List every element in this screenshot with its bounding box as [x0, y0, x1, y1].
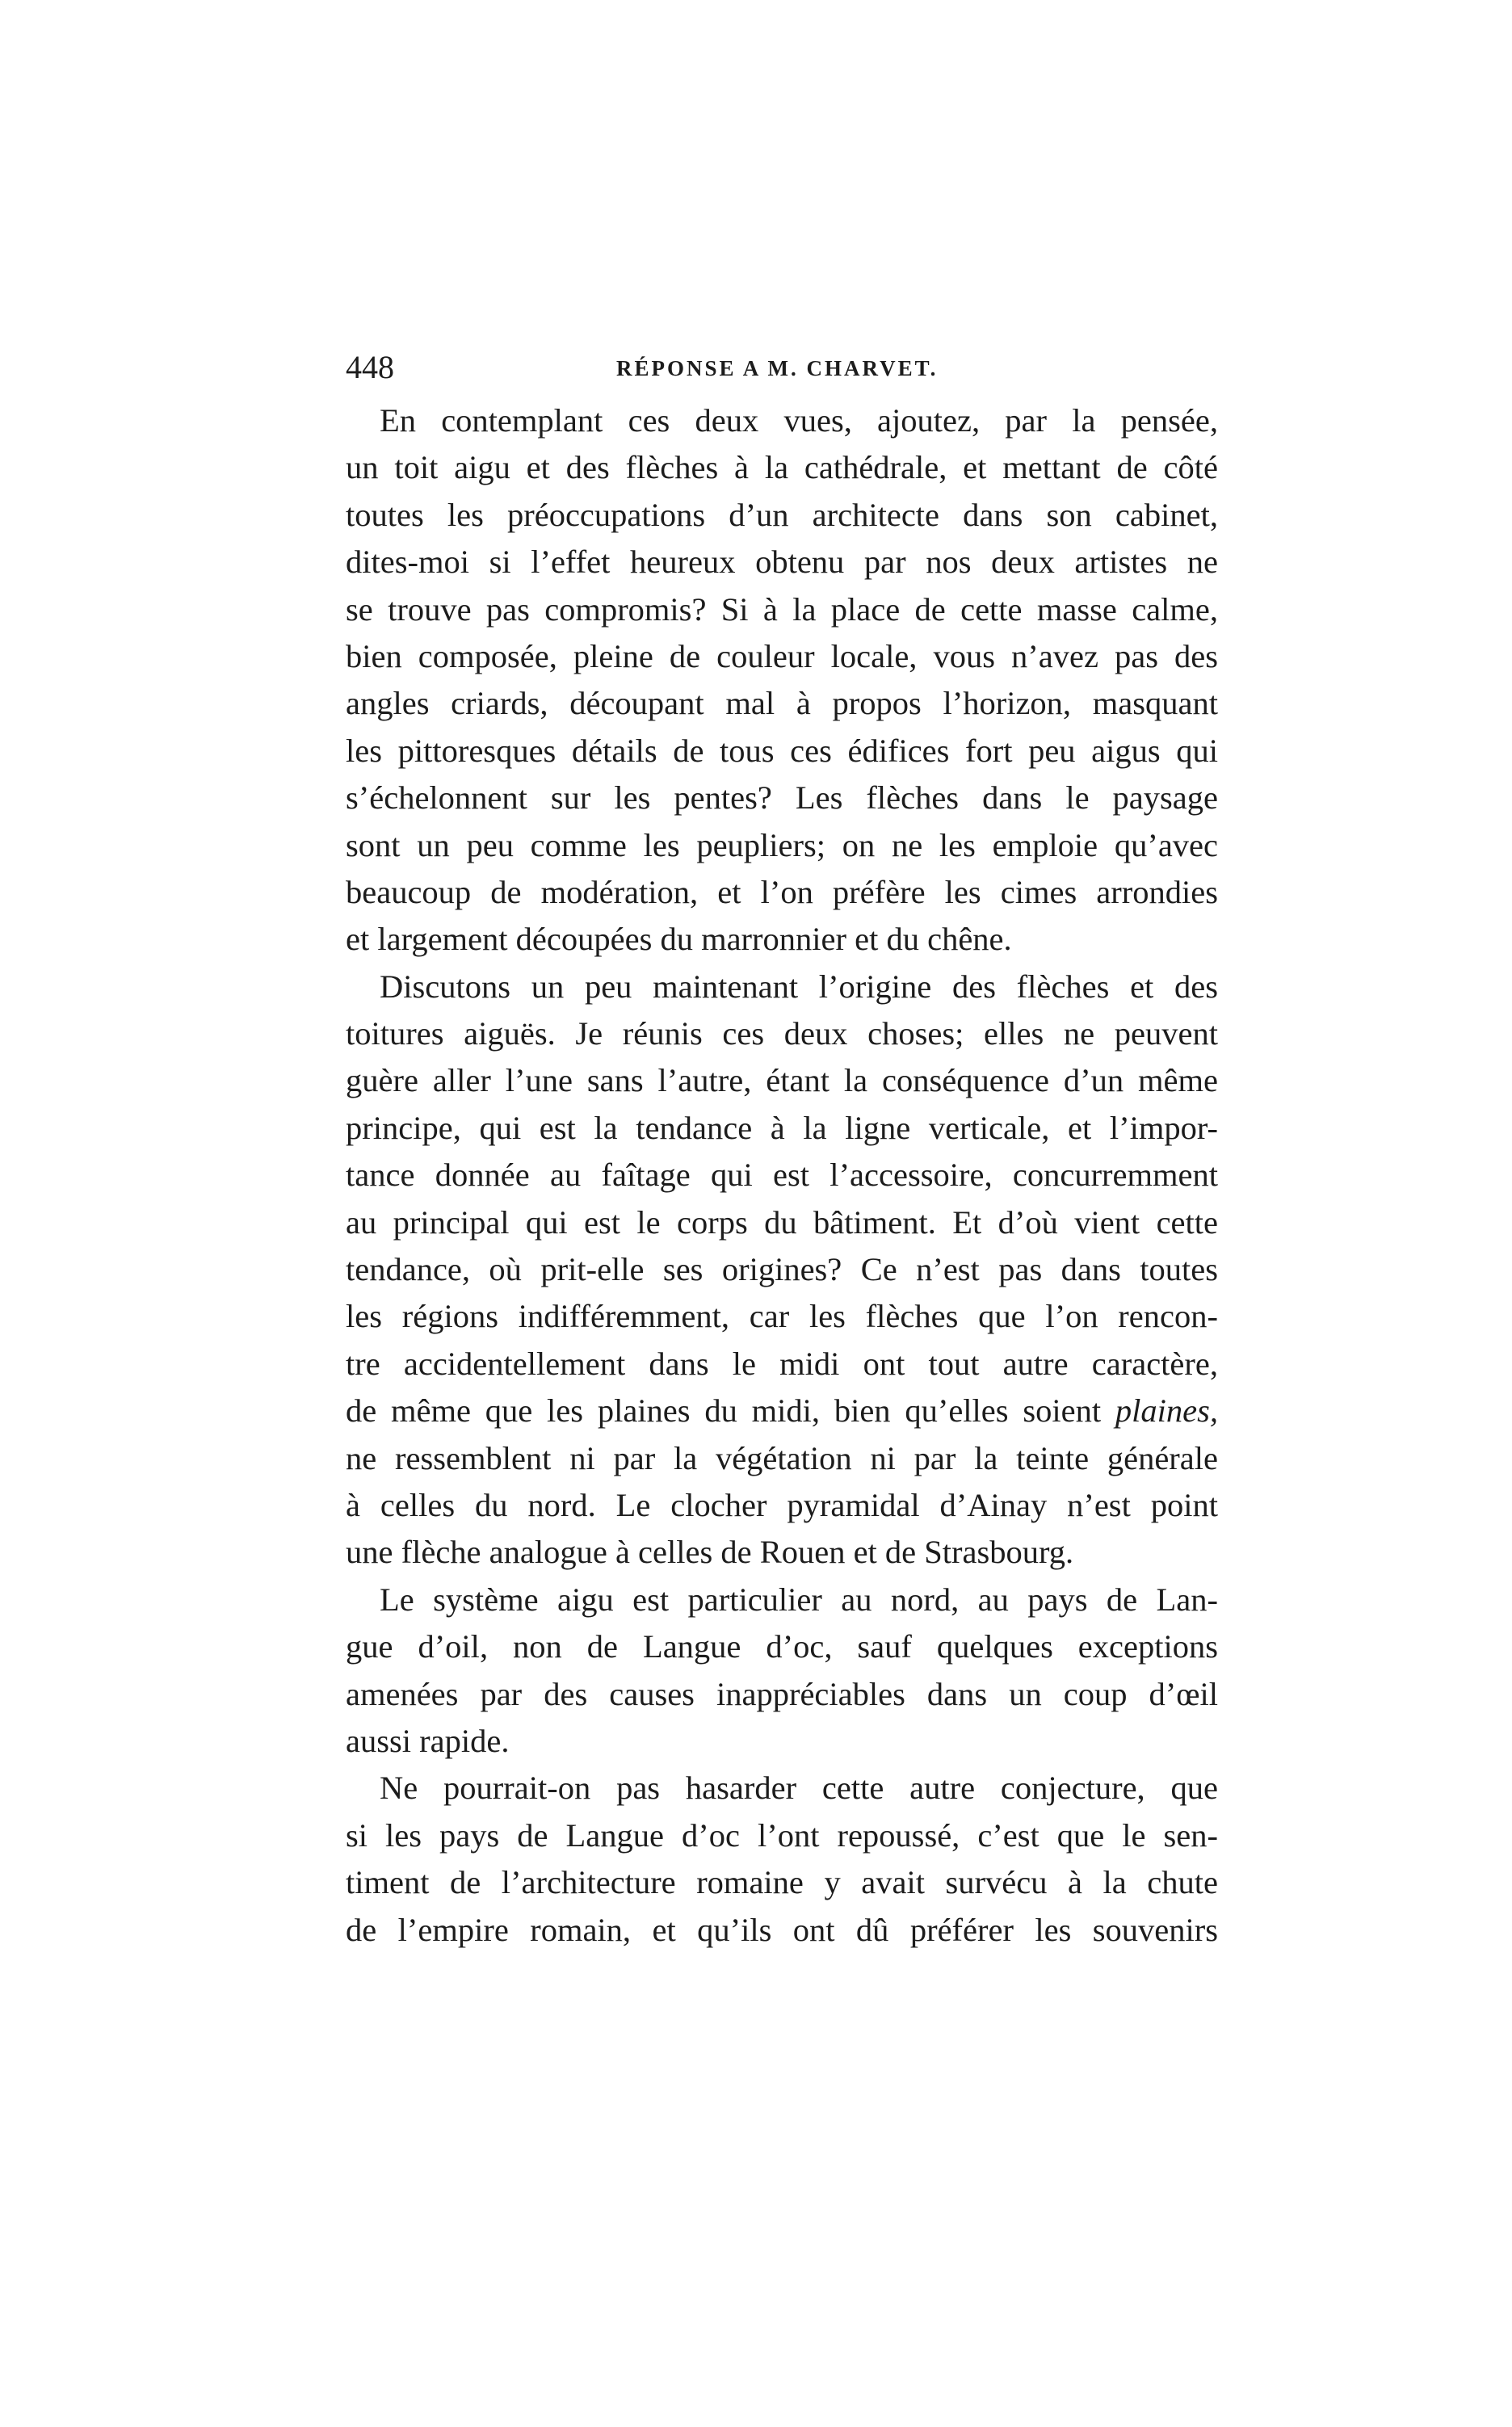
text-line: les pittoresques détails de tous ces édifices fort peu aigus qui	[346, 732, 1218, 769]
text-line: les régions indifféremment, car les flèches que l’on rencon-	[346, 1298, 1218, 1335]
paragraph	[346, 1765, 1218, 1954]
italic-word: plaines,	[1115, 1392, 1218, 1430]
text-line: tendance, où prit-elle ses origines? Ce n’est pas dans toutes	[346, 1251, 1218, 1288]
text-line: si les pays de Langue d’oc l’ont repoussé, c’est que le sen-	[346, 1816, 1218, 1854]
text-line: s’échelonnent sur les pentes? Les flèches dans le paysage	[346, 779, 1218, 817]
running-title: RÉPONSE A M. CHARVET.	[616, 356, 939, 380]
text-line: au principal qui est le corps du bâtiment. Et d’où vient cette	[346, 1203, 1218, 1241]
running-head	[346, 347, 945, 388]
paragraph	[346, 964, 1218, 1577]
body-text	[346, 397, 1218, 1954]
text-line: bien composée, pleine de couleur locale, vous n’avez pas des	[346, 637, 1218, 674]
text-line: principe, qui est la tendance à la ligne verticale, et l’impor-	[346, 1109, 1218, 1146]
text-line: à celles du nord. Le clocher pyramidal d’Ainay n’est point	[346, 1486, 1218, 1523]
text-line: tre accidentellement dans le midi ont tout autre caractère,	[346, 1345, 1218, 1382]
text-line: En contemplant ces deux vues, ajoutez, par la pensée,	[380, 402, 1218, 439]
text-line: toutes les préoccupations d’un architecte dans son cabinet,	[346, 496, 1218, 533]
text-line: guère aller l’une sans l’autre, étant la conséquence d’un même	[346, 1062, 1218, 1099]
text-line: tance donnée au faîtage qui est l’accessoire, concurremment	[346, 1157, 1218, 1194]
text-line: dites-moi si l’effet heureux obtenu par nos deux artistes ne	[346, 544, 1218, 581]
text-line: se trouve pas compromis? Si à la place de cette masse calme,	[346, 590, 1218, 628]
text-line: Ne pourrait-on pas hasarder cette autre conjecture, que	[380, 1770, 1218, 1807]
paragraph	[346, 1577, 1218, 1766]
text-line: aussi rapide.	[346, 1722, 510, 1759]
page-number: 448	[346, 349, 394, 385]
text-line: sont un peu comme les peupliers; on ne les emploie qu’avec	[346, 826, 1218, 863]
text-fragment: de même que les plaines du midi, bien qu’elles soient	[346, 1392, 1102, 1430]
text-line-with-emphasis	[346, 1388, 1218, 1434]
text-line: ne ressemblent ni par la végétation ni par la teinte générale	[346, 1439, 1218, 1476]
text-line: de l’empire romain, et qu’ils ont dû préférer les souvenirs	[346, 1911, 1218, 1948]
text-line: angles criards, découpant mal à propos l’horizon, masquant	[346, 685, 1218, 722]
text-line: gue d’oil, non de Langue d’oc, sauf quelques exceptions	[346, 1628, 1218, 1665]
text-line: beaucoup de modération, et l’on préfère les cimes arrondies	[346, 873, 1218, 910]
text-line: Discutons un peu maintenant l’origine des flèches et des	[380, 968, 1218, 1005]
text-line: amenées par des causes inappréciables dans un coup d’œil	[346, 1675, 1218, 1712]
text-line: toitures aiguës. Je réunis ces deux choses; elles ne peuvent	[346, 1015, 1218, 1052]
text-line: Le système aigu est particulier au nord, au pays de Lan-	[380, 1581, 1218, 1618]
paragraph	[346, 397, 1218, 964]
text-line: un toit aigu et des flèches à la cathédrale, et mettant de côté	[346, 449, 1218, 486]
text-line: et largement découpées du marronnier et du chêne.	[346, 921, 1012, 958]
text-line: une flèche analogue à celles de Rouen et de Strasbourg.	[346, 1534, 1074, 1571]
text-line: timent de l’architecture romaine y avait survécu à la chute	[346, 1864, 1218, 1901]
